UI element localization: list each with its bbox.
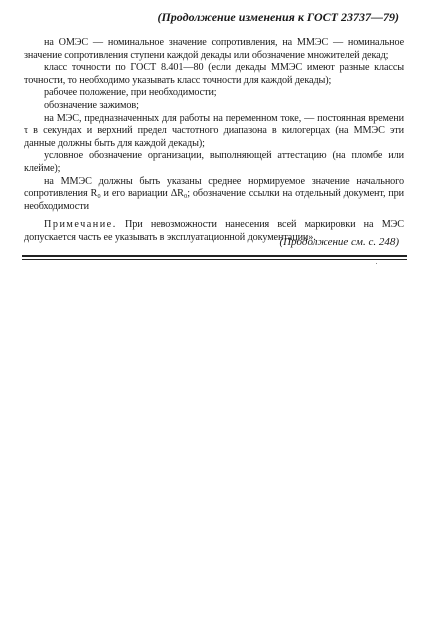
divider-thick [22, 255, 407, 257]
note-label: Примечание. [44, 219, 117, 231]
paragraph-ac-operation: на МЭС, предназначенных для работы на переменном токе, — постоянная времени τ в секундах и верхний предел частотного диапазона в килогерцах (на ММЭС эти данные должны быть для каждой декады); [24, 112, 404, 149]
paragraph-nominal-value: на ОМЭС — номинальное значение сопротивления, на ММЭС — номинальное значение сопротивления ступени каждой декады или обозначение множителей декад; [24, 37, 404, 61]
paragraph-terminals: обозначение зажимов; [44, 99, 139, 111]
paragraph-working-position: рабочее положение, при необходимости; [44, 87, 217, 99]
continuation-note: (Продолжение см. с. 248) [279, 236, 399, 248]
scan-speck [376, 263, 377, 264]
divider-thin [22, 259, 407, 260]
paragraph-accuracy-class: класс точности по ГОСТ 8.401—80 (если декады ММЭС имеют разные классы точности, то необходимо указывать класс точности для каждой декады); [24, 62, 404, 86]
paragraph-organization: условное обозначение организации, выполняющей аттестацию (на пломбе или клейме); [24, 150, 404, 174]
note-text: При невозможности нанесения всей маркировки на МЭС допускается часть ее указывать в эксплуатационной документации». [24, 219, 404, 243]
main-text [24, 37, 404, 245]
page-header: (Продолжение изменения к ГОСТ 23737—79) [157, 10, 399, 24]
paragraph-initial-resistance: на ММЭС должны быть указаны среднее нормируемое значение начального сопротивления R₀ и его вариации ΔR₀; обозначение ссылки на отдельный документ, при необходимости [24, 175, 404, 212]
